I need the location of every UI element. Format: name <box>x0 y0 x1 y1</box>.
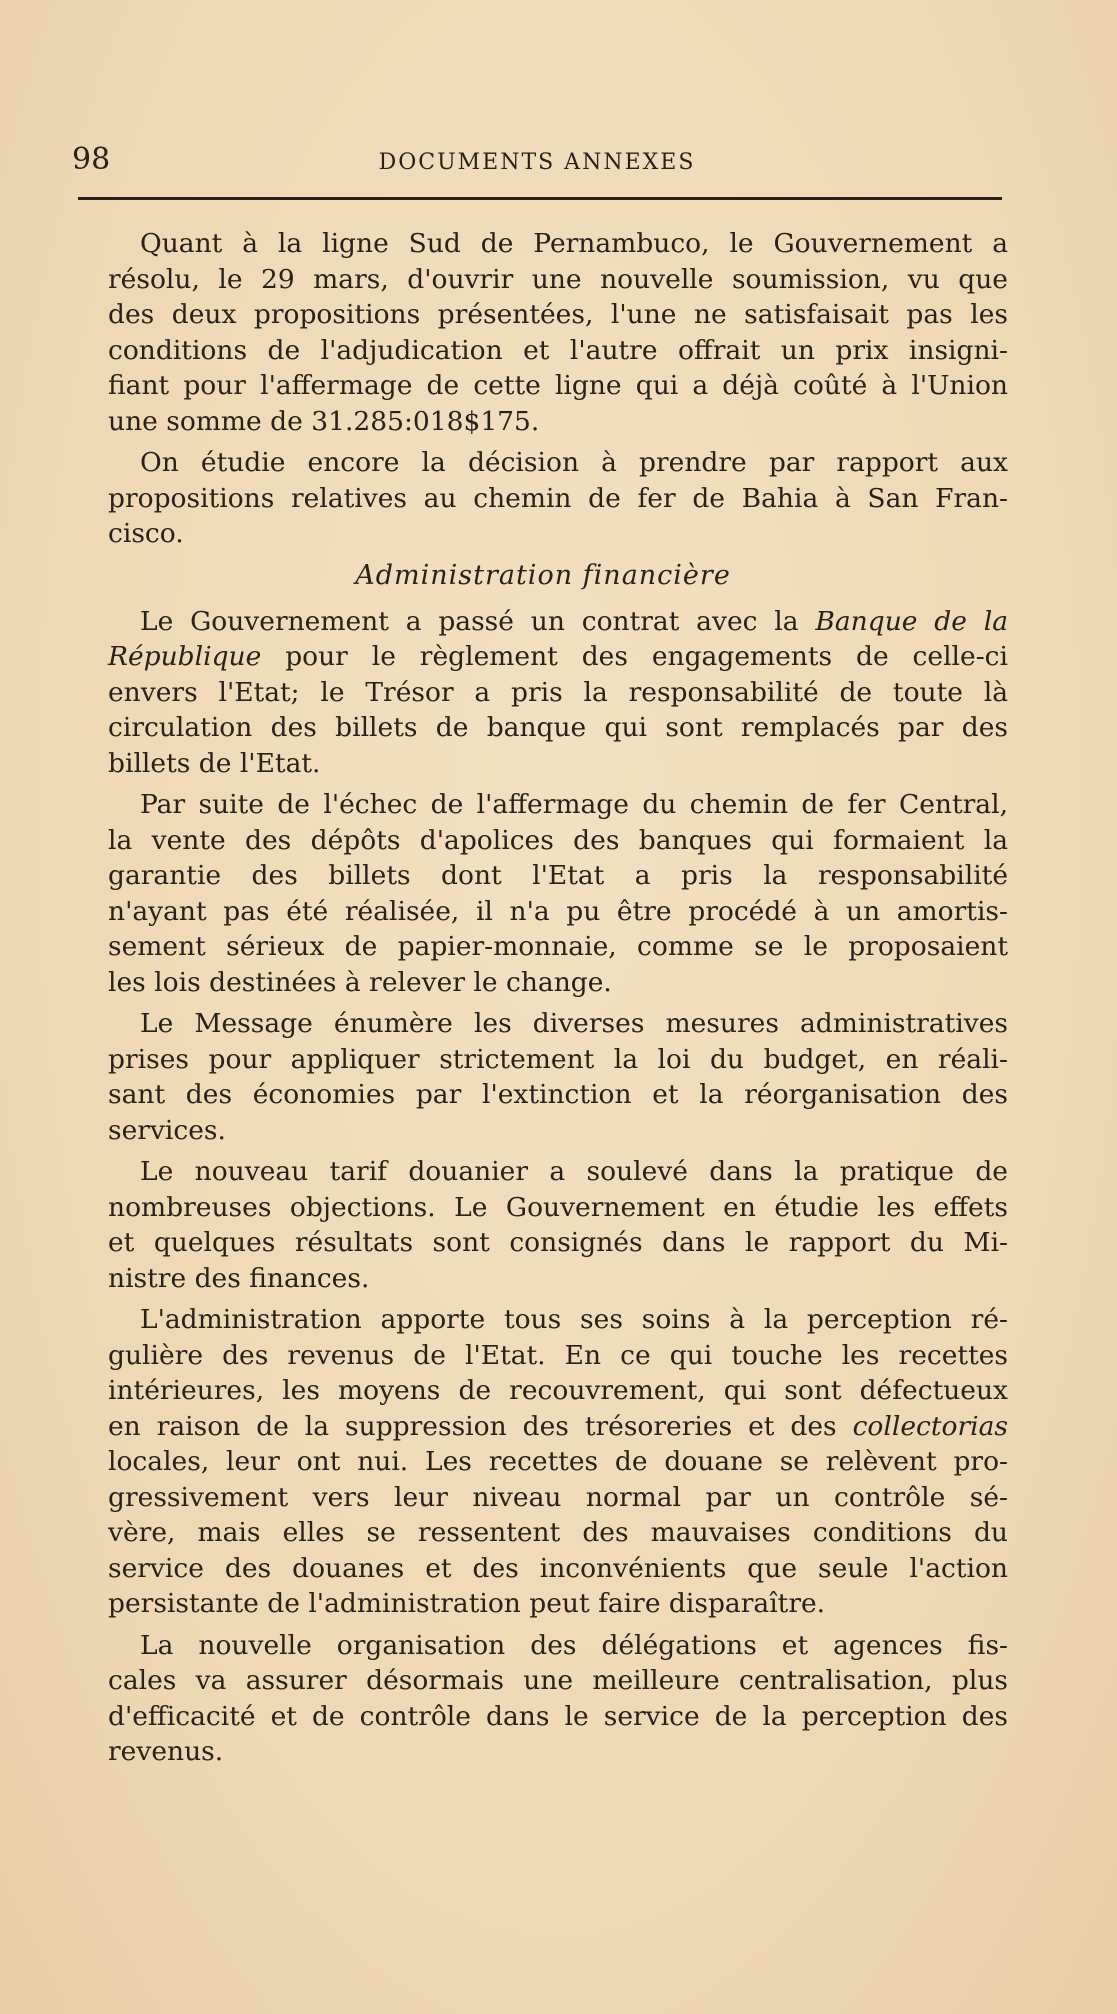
text-line: nistre des finances. <box>108 1262 370 1294</box>
paragraph-pernambuco <box>78 226 1008 439</box>
text-line: Par suite de l'échec de l'affermage du chemin de fer Central, <box>140 789 1008 820</box>
text-line <box>78 604 1008 640</box>
section-title: Administration financière <box>355 559 731 591</box>
text-line: prises pour appliquer strictement la loi du budget, en réali- <box>108 1043 1008 1075</box>
text-line: Le nouveau tarif douanier a soulevé dans la pratique de <box>140 1156 1008 1187</box>
italic-text: Banque de la <box>815 605 1008 637</box>
text-run: Le Gouvernement a passé un contrat avec la <box>140 605 816 637</box>
text-line: propositions relatives au chemin de fer de Bahia à San Fran- <box>108 482 1008 514</box>
text-line: locales, leur ont nui. Les recettes de douane se relèvent pro- <box>108 1446 1008 1477</box>
text-line: des deux propositions présentées, l'une ne satisfaisait pas les <box>108 299 1008 330</box>
text-line: La nouvelle organisation des délégations et agences fis- <box>140 1629 1008 1661</box>
paragraph-bahia <box>78 445 1008 552</box>
text-line: sant des économies par l'extinction et la réorganisation des <box>108 1079 1008 1110</box>
text-line: fiant pour l'affermage de cette ligne qui a déjà coûté à l'Union <box>108 370 1008 401</box>
paragraph-banque <box>78 604 1008 782</box>
text-line: et quelques résultats sont consignés dans le rapport du Mi- <box>108 1227 1008 1258</box>
text-line: vère, mais elles se ressentent des mauvaises conditions du <box>108 1517 1008 1548</box>
text-run: en raison de la suppression des trésoreries et des <box>108 1410 853 1442</box>
text-line: sement sérieux de papier-monnaie, comme se le proposaient <box>108 931 1008 962</box>
text-line: services. <box>108 1114 226 1146</box>
text-line: Quant à la ligne Sud de Pernambuco, le Gouvernement a <box>140 228 1008 259</box>
paragraph-message <box>78 1006 1008 1148</box>
text-line: Le Message énumère les diverses mesures administratives <box>140 1008 1008 1039</box>
text-line: billets de l'Etat. <box>108 747 321 779</box>
text-line: garantie des billets dont l'Etat a pris la responsabilité <box>108 860 1008 891</box>
text-line <box>78 1409 1008 1445</box>
body-text <box>78 226 1008 1776</box>
text-line: n'ayant pas été réalisée, il n'a pu être procédé à un amortis- <box>108 895 1008 927</box>
text-line: persistante de l'administration peut faire disparaître. <box>108 1588 826 1619</box>
italic-text: République <box>108 641 262 672</box>
paragraph-tarif <box>78 1154 1008 1296</box>
text-line: nombreuses objections. Le Gouvernement en étudie les effets <box>108 1191 1008 1223</box>
text-line: cales va assurer désormais une meilleure centralisation, plus <box>108 1665 1008 1696</box>
text-line: circulation des billets de banque qui sont remplacés par des <box>108 712 1008 743</box>
paragraph-organisation <box>78 1628 1008 1770</box>
text-line: envers l'Etat; le Trésor a pris la responsabilité de toute là <box>108 676 1008 708</box>
page-header <box>72 142 1002 182</box>
text-line: d'efficacité et de contrôle dans le service de la perception des <box>108 1700 1008 1732</box>
paragraph-recettes <box>78 1302 1008 1622</box>
running-head: DOCUMENTS ANNEXES <box>378 150 696 175</box>
text-line: intérieures, les moyens de recouvrement, qui sont défectueux <box>108 1375 1008 1406</box>
paragraph-central <box>78 787 1008 1000</box>
text-line: L'administration apporte tous ses soins à la perception ré- <box>140 1304 1008 1335</box>
text-line: On étudie encore la décision à prendre par rapport aux <box>140 447 1008 478</box>
text-line: service des douanes et des inconvénients que seule l'action <box>108 1552 1008 1584</box>
text-line: revenus. <box>108 1736 224 1767</box>
italic-text: collectorias <box>852 1410 1008 1442</box>
text-line: cisco. <box>108 518 184 549</box>
text-line: gulière des revenus de l'Etat. En ce qui touche les recettes <box>108 1339 1008 1371</box>
text-line <box>78 639 1008 675</box>
text-line: une somme de 31.285:018$175. <box>108 405 540 437</box>
header-rule <box>78 197 1002 200</box>
text-run: pour le règlement des engagements de celle-ci <box>261 641 1008 672</box>
text-line: résolu, le 29 mars, d'ouvrir une nouvelle soumission, vu que <box>108 263 1008 295</box>
text-line: les lois destinées à relever le change. <box>108 966 612 998</box>
page-number: 98 <box>72 142 111 177</box>
text-line: gressivement vers leur niveau normal par un contrôle sé- <box>108 1481 1008 1513</box>
text-line: la vente des dépôts d'apolices des banques qui formaient la <box>108 824 1008 856</box>
text-line: conditions de l'adjudication et l'autre offrait un prix insigni- <box>108 334 1008 366</box>
